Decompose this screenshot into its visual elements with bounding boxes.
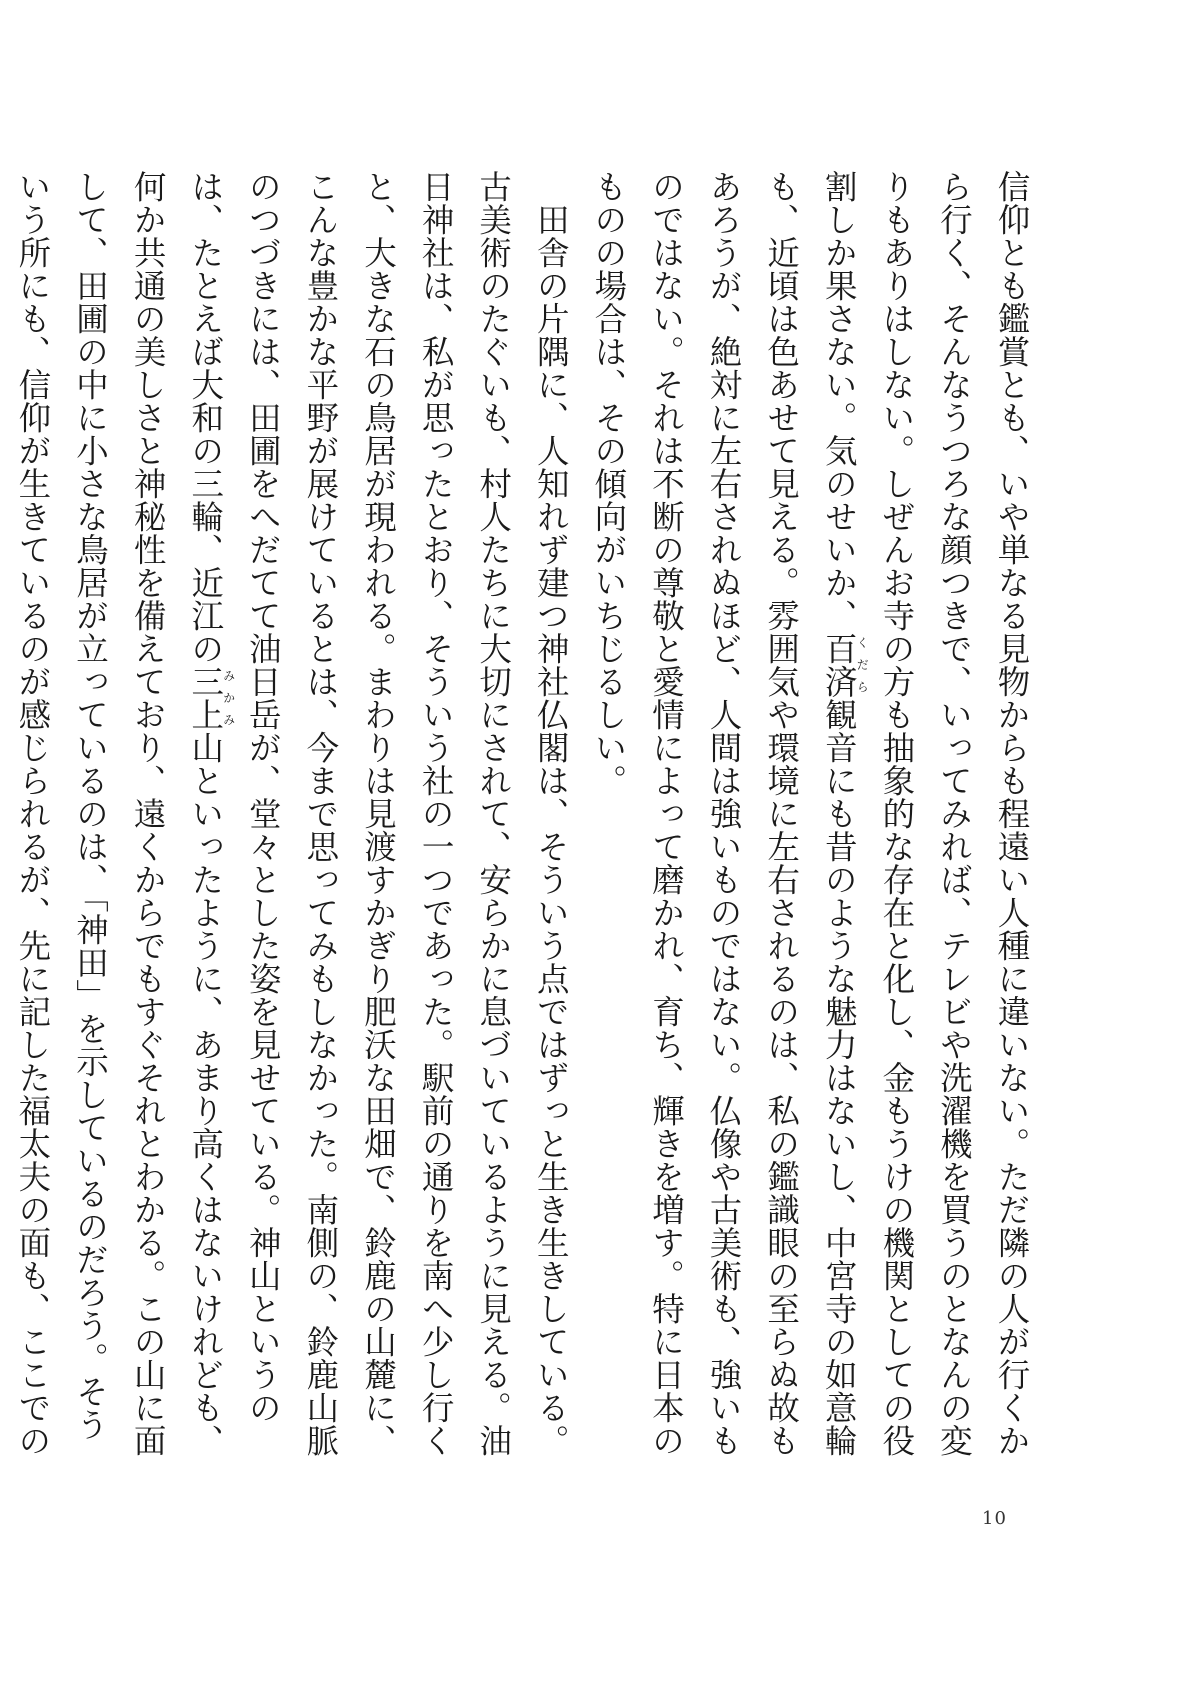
page-number: 10 xyxy=(982,1508,1007,1529)
text-run: 山といったように、あまり高くはないけれども、何か共通の美しさと神秘性を備えており、遠くからでもすぐそれとわかる。この山に面して、田圃の中に小さな鳥居が立っているのは、「神田」を示しているのだろう。そういう所にも、信仰が生きているのが感じられるが、先に記した福太夫の面も、ここでの xyxy=(13,170,225,1457)
paragraph-2 xyxy=(0,170,579,1470)
text-run: 信仰とも鑑賞とも、いや単なる見物からも程遠い人種に違いない。ただ隣の人が行くから行く、そんなうつろな顔つきで、いってみれば、テレビや洗濯機を買うのとなんの変りもありはしない。しぜんお寺の方も抽象的な存在と化し、金もうけの機関としての役割しか果さない。気のせいか、 xyxy=(820,170,1031,1457)
paragraph-1 xyxy=(579,170,1040,1470)
ruby-reading: みかみ xyxy=(221,665,236,731)
ruby-base: 百済 xyxy=(820,632,859,698)
ruby-word-kudara xyxy=(820,632,870,698)
text-run: 田舎の片隅に、人知れず建つ神社仏閣は、そういう点ではずっと生き生きしている。古美術のたぐいも、村人たちに大切にされて、安らかに息づいているように見える。油日神社は、私が思ったとおり、そういう社の一つであった。駅前の通りを南へ少し行くと、大きな石の鳥居が現われる。まわりは見渡すかぎり肥沃な田畑で、鈴鹿の山麓に、こんな豊かな平野が展けているとは、今まで思ってみもしなかった。南側の、鈴鹿山脈のつづきには、田圃をへだてて油日岳が、堂々とした姿を見せている。神山というのは、たとえば大和の三輪、近江の xyxy=(186,170,571,1457)
ruby-base: 三上 xyxy=(186,665,225,731)
ruby-word-mikami xyxy=(186,665,236,731)
body-text xyxy=(13,170,1040,1470)
text-run: 観音にも昔のような魅力はないし、中宮寺の如意輪も、近頃は色あせて見える。雰囲気や環境に左右されるのは、私の鑑識眼の至らぬ故もあろうが、絶対に左右されぬほど、人間は強いものではない。仏像や古美術も、強いものではない。それは不断の尊敬と愛情によって磨かれ、育ち、輝きを増す。特に日本のものの場合は、その傾向がいちじるしい。 xyxy=(589,170,859,1457)
ruby-reading: くだら xyxy=(855,632,870,698)
